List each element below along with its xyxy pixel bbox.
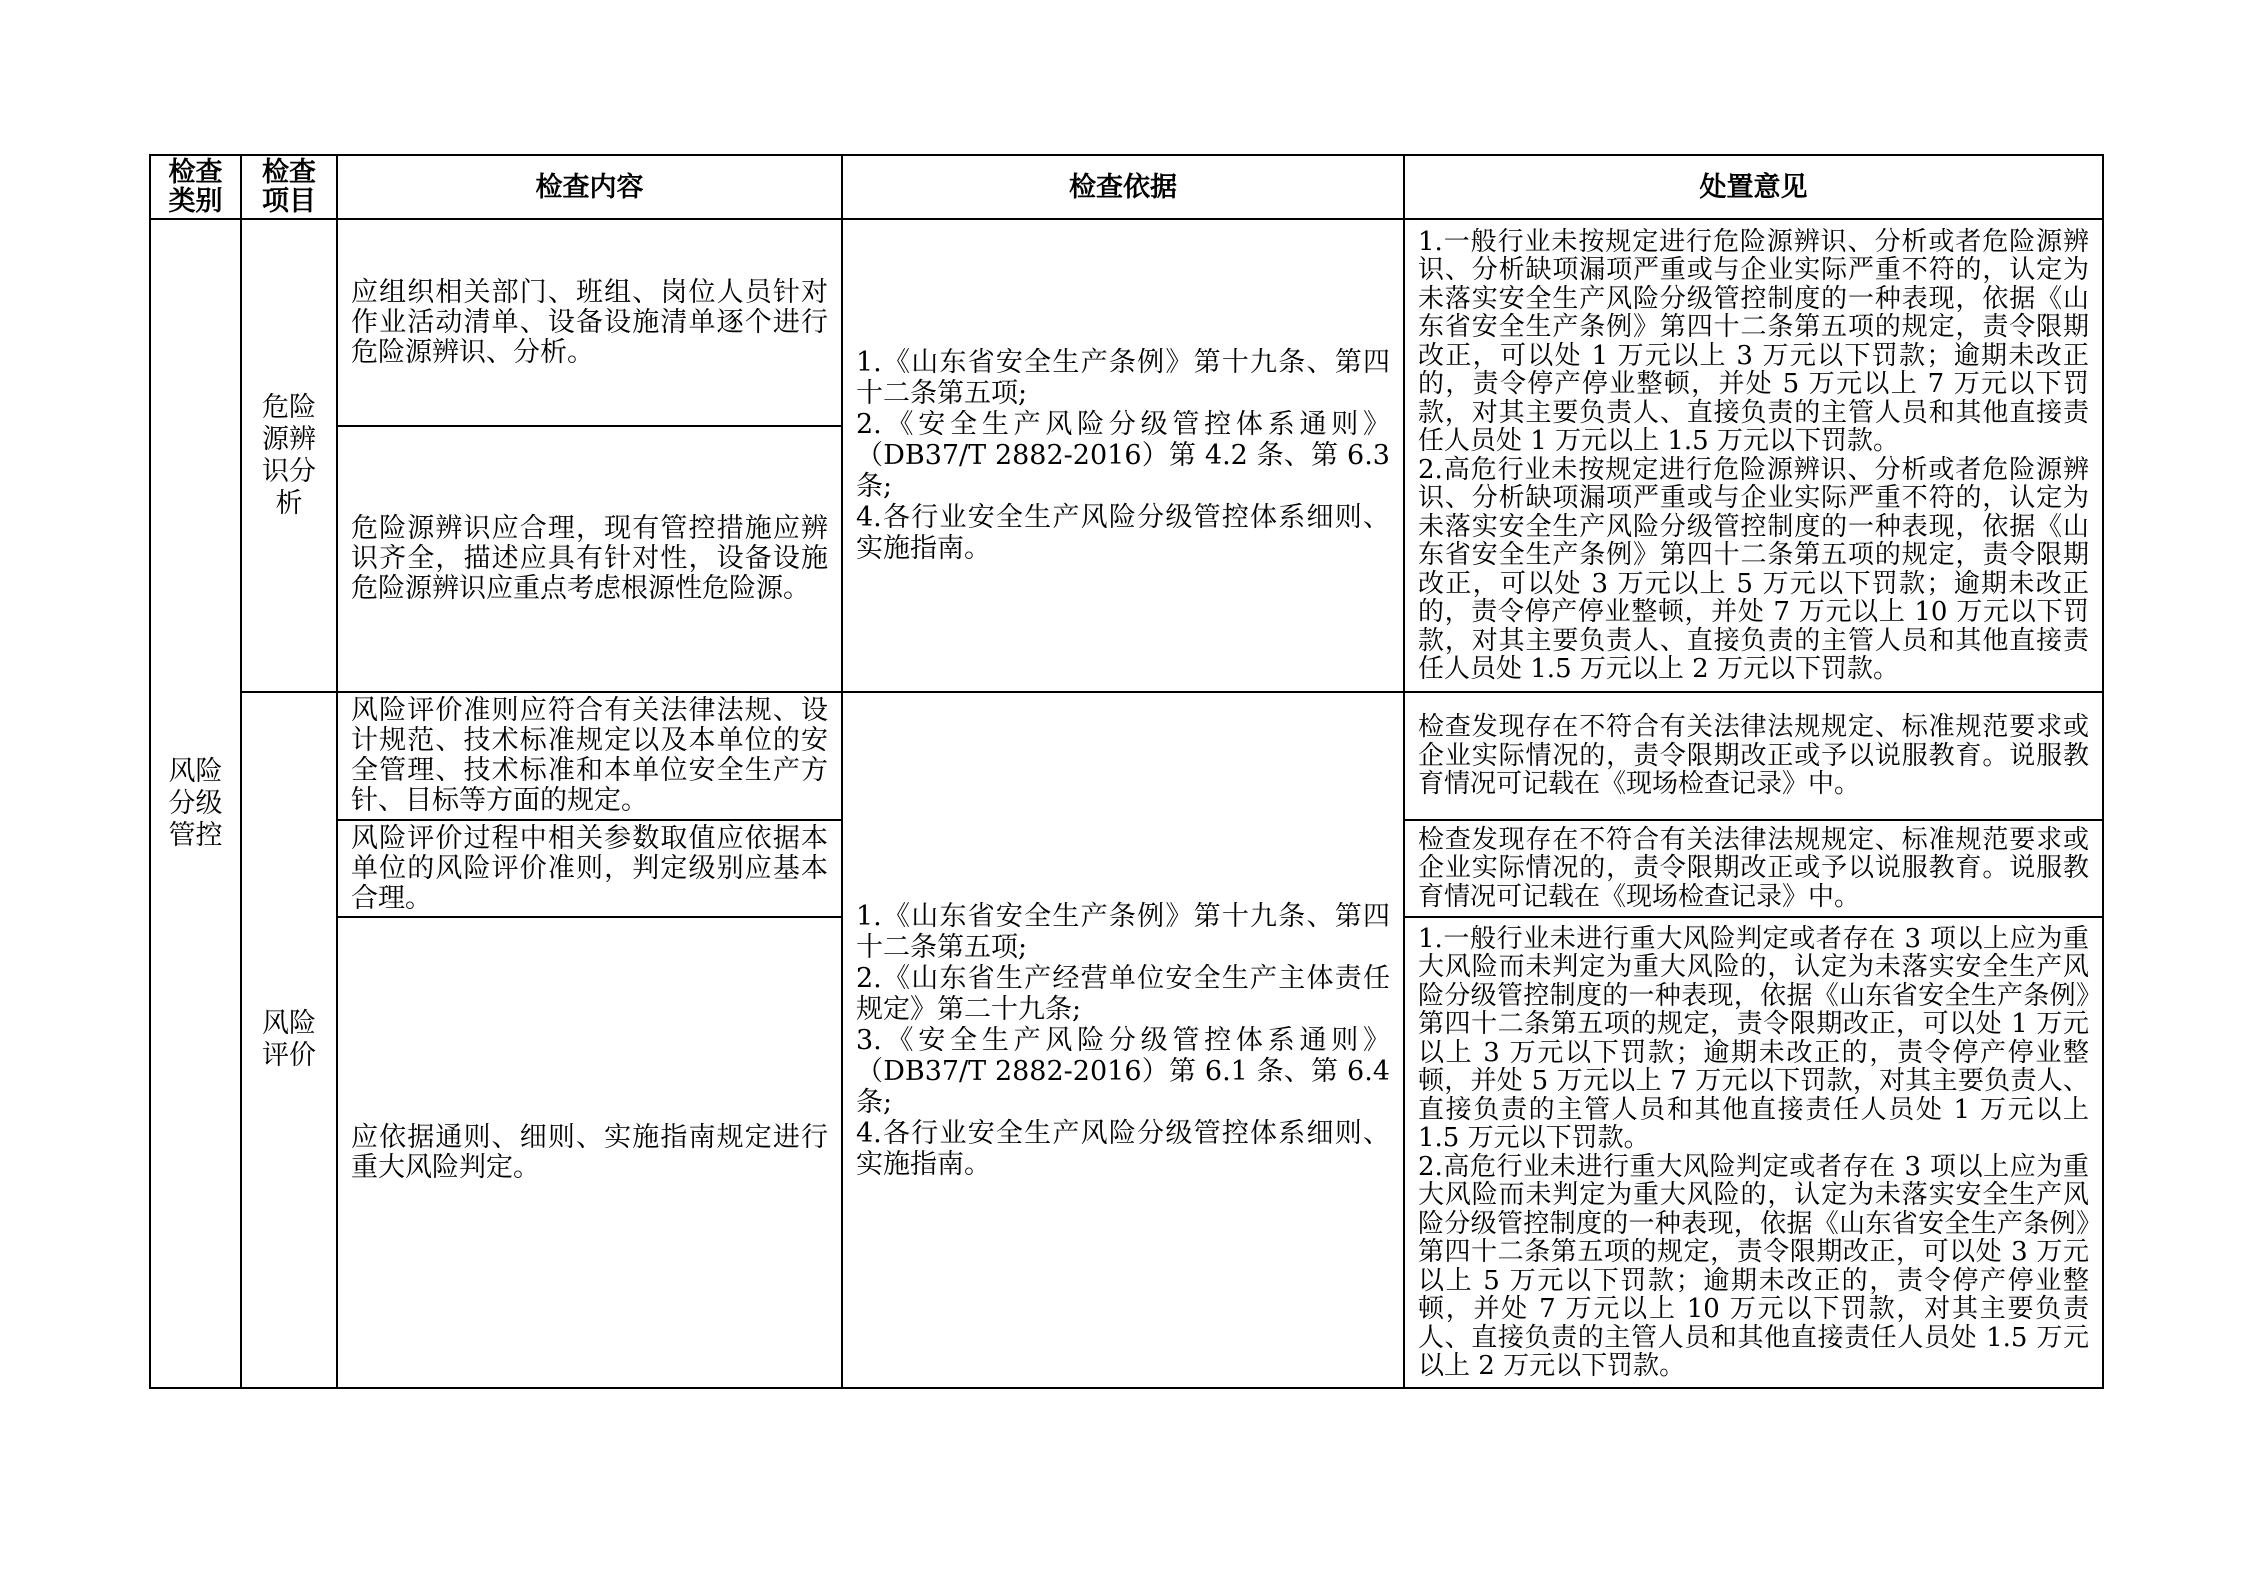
basis-list (856, 347, 1390, 564)
header-content-label: 检查内容 (535, 171, 644, 203)
basis-list (856, 901, 1390, 1180)
disposal-text (1418, 925, 2089, 1381)
disposal-paragraph: 2.高危行业未按规定进行危险源辨识、分析或者危险源辨识、分析缺项漏项严重或与企业实际严重不符的，认定为未落实安全生产风险分级管控制度的一种表现，依据《山东省安全生产条例》第四十二条第五项的规定，责令限期改正，可以处 3 万元以上 5 万元以下罚款；逾期未改正的，责令停产停业整顿，并处 7 万元以上 10 万元以下罚款，对其主要负责人、直接负责的主管人员和其他直接责任人员处 1.5 万元以上 2 万元以下罚款。 (1418, 454, 2089, 684)
basis-clause: 3.《安全生产风险分级管控体系通则》（DB37/T 2882-2016）第 6.1 条、第 6.4 条; (856, 1024, 1390, 1118)
header-disposal (1403, 154, 2104, 220)
disposal-cell (1403, 819, 2104, 918)
disposal-cell (1403, 916, 2104, 1389)
content-cell (336, 691, 843, 821)
content-cell (336, 425, 843, 693)
content-cell (336, 916, 843, 1389)
disposal-paragraph: 检查发现存在不符合有关法律法规规定、标准规范要求或企业实际情况的，责令限期改正或予以说服教育。说服教育情况可记载在《现场检查记录》中。 (1418, 824, 2089, 912)
header-category-label: 检查类别 (168, 157, 223, 217)
header-item-label: 检查项目 (261, 157, 316, 217)
disposal-paragraph: 2.高危行业未进行重大风险判定或者存在 3 项以上应为重大风险而未判定为重大风险的，认定为未落实安全生产风险分级管控制度的一种表现，依据《山东省安全生产条例》第四十二条第五项的规定，责令限期改正，可以处 3 万元以上 5 万元以下罚款；逾期未改正的，责令停产停业整顿，并处 7 万元以上 10 万元以下罚款，对其主要负责人、直接负责的主管人员和其他直接责任人员处 1.5 万元以上 2 万元以下罚款。 (1418, 1151, 2089, 1381)
header-basis (841, 154, 1405, 220)
disposal-cell (1403, 218, 2104, 693)
basis-clause: 2.《安全生产风险分级管控体系通则》（DB37/T 2882-2016）第 4.2 条、第 6.3 条; (856, 409, 1390, 502)
disposal-text (1418, 826, 2089, 912)
disposal-paragraph: 1.一般行业未按规定进行危险源辨识、分析或者危险源辨识、分析缺项漏项严重或与企业实际严重不符的，认定为未落实安全生产风险分级管控制度的一种表现，依据《山东省安全生产条例》第四十二条第五项的规定，责令限期改正，可以处 1 万元以上 3 万元以下罚款；逾期未改正的，责令停产停业整顿，并处 5 万元以上 7 万元以下罚款，对其主要负责人、直接负责的主管人员和其他直接责任人员处 1 万元以上 1.5 万元以下罚款。 (1418, 226, 2089, 456)
header-category (149, 154, 242, 220)
content-text: 风险评价过程中相关参数取值应依据本单位的风险评价准则，判定级别应基本合理。 (351, 822, 828, 914)
content-text: 应依据通则、细则、实施指南规定进行重大风险判定。 (351, 1121, 828, 1183)
item-cell (240, 691, 338, 1389)
header-item (240, 154, 338, 220)
category-label: 风险分级管控 (168, 755, 223, 851)
basis-clause: 4.各行业安全生产风险分级管控体系细则、实施指南。 (856, 502, 1390, 564)
content-text: 应组织相关部门、班组、岗位人员针对作业活动清单、设备设施清单逐个进行危险源辨识、分析。 (351, 276, 828, 368)
content-cell (336, 218, 843, 427)
content-text: 危险源辨识应合理，现有管控措施应辨识齐全，描述应具有针对性，设备设施危险源辨识应重点考虑根源性危险源。 (351, 513, 828, 604)
disposal-text (1418, 713, 2089, 799)
item-label: 危险源辨识分析 (261, 391, 316, 519)
content-text: 风险评价准则应符合有关法律法规、设计规范、技术标准规定以及本单位的安全管理、技术标准和本单位安全生产方针、目标等方面的规定。 (351, 695, 828, 816)
disposal-cell (1403, 691, 2104, 821)
header-disposal-label: 处置意见 (1699, 171, 1808, 203)
header-content (336, 154, 843, 220)
category-cell (149, 218, 242, 1389)
basis-cell (841, 691, 1405, 1389)
header-basis-label: 检查依据 (1069, 171, 1177, 203)
content-cell (336, 819, 843, 918)
basis-clause: 4.各行业安全生产风险分级管控体系细则、实施指南。 (856, 1117, 1390, 1180)
disposal-text (1418, 228, 2089, 684)
disposal-paragraph: 检查发现存在不符合有关法律法规规定、标准规范要求或企业实际情况的，责令限期改正或予以说服教育。说服教育情况可记载在《现场检查记录》中。 (1418, 712, 2089, 800)
item-cell (240, 218, 338, 693)
basis-cell (841, 218, 1405, 693)
item-label: 风险评价 (261, 1008, 316, 1071)
basis-clause: 1.《山东省安全生产条例》第十九条、第四十二条第五项; (856, 347, 1390, 409)
disposal-paragraph: 1.一般行业未进行重大风险判定或者存在 3 项以上应为重大风险而未判定为重大风险的，认定为未落实安全生产风险分级管控制度的一种表现，依据《山东省安全生产条例》第四十二条第五项的规定，责令限期改正，可以处 1 万元以上 3 万元以下罚款；逾期未改正的，责令停产停业整顿，并处 5 万元以上 7 万元以下罚款，对其主要负责人、直接负责的主管人员和其他直接责任人员处 1 万元以上 1.5 万元以下罚款。 (1418, 923, 2089, 1153)
basis-clause: 2.《山东省生产经营单位安全生产主体责任规定》第二十九条; (856, 962, 1390, 1025)
basis-clause: 1.《山东省安全生产条例》第十九条、第四十二条第五项; (856, 900, 1390, 963)
